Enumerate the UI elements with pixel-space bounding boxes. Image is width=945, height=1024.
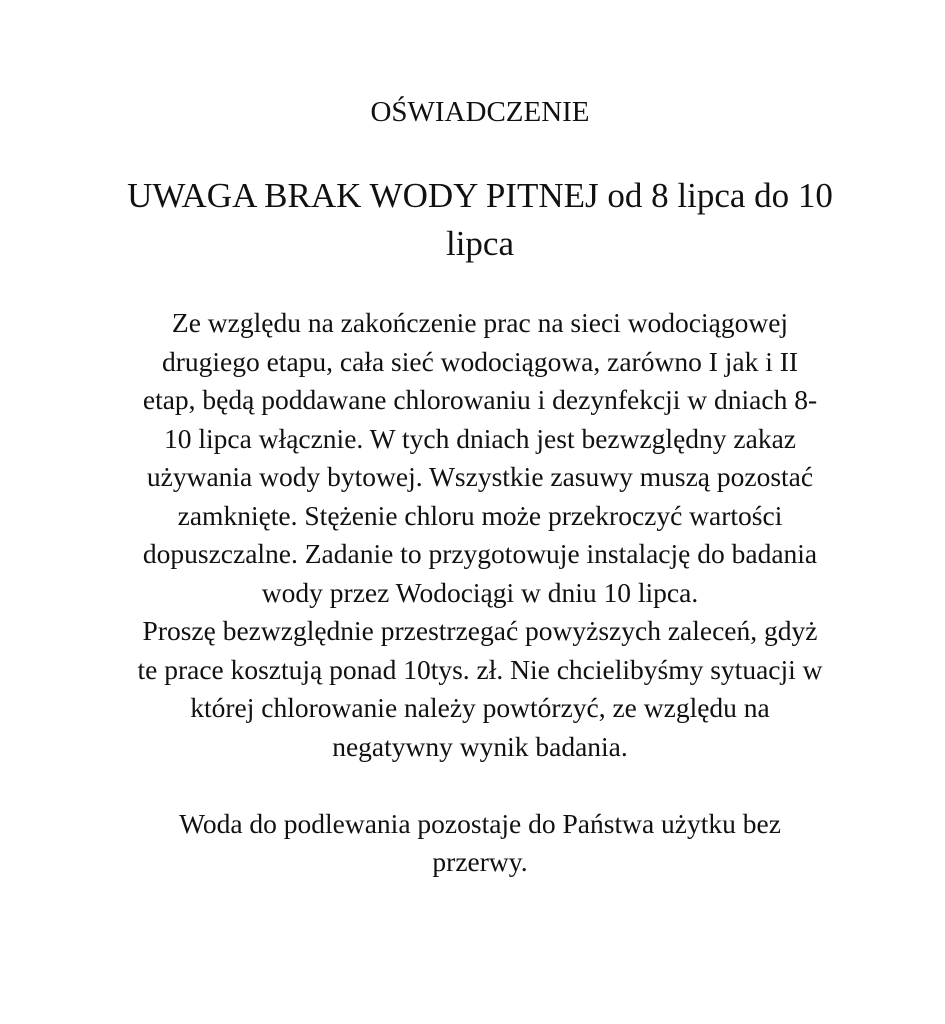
body-line: Woda do podlewania pozostaje do Państwa użytku bez — [179, 807, 781, 839]
document-title — [60, 172, 900, 268]
document-heading: OŚWIADCZENIE — [370, 96, 590, 128]
body-line: etap, będą poddawane chlorowaniu i dezynfekcji w dniach 8- — [142, 384, 818, 415]
document-body — [60, 304, 900, 882]
body-line: używania wody bytowej. Wszystkie zasuwy muszą pozostać — [146, 461, 814, 492]
paragraph-garden-water — [60, 805, 900, 882]
body-line: te prace kosztują ponad 10tys. zł. Nie chcielibyśmy sytuacji w — [137, 653, 823, 685]
paragraph-request — [60, 612, 900, 766]
body-line: wody przez Wodociągi w dniu 10 lipca. — [261, 576, 699, 608]
body-line: drugiego etapu, cała sieć wodociągowa, zarówno I jak i II — [161, 345, 799, 377]
paragraph-spacer — [60, 766, 900, 805]
paragraph-closure-notice — [60, 304, 900, 612]
body-line: dopuszczalne. Zadanie to przygotowuje instalację do badania — [142, 538, 818, 569]
body-line: Proszę bezwzględnie przestrzegać powyższych zaleceń, gdyż — [142, 615, 818, 646]
body-line: której chlorowanie należy powtórzyć, ze względu na — [190, 692, 770, 723]
body-line: negatywny wynik badania. — [332, 730, 628, 762]
title-line: lipca — [445, 224, 515, 263]
body-line: przerwy. — [432, 846, 528, 877]
body-line: 10 lipca włącznie. W tych dniach jest bezwzględny zakaz — [164, 422, 796, 454]
body-line: zamknięte. Stężenie chloru może przekroczyć wartości — [177, 499, 783, 531]
title-line: UWAGA BRAK WODY PITNEJ od 8 lipca do 10 — [127, 176, 833, 215]
body-line: Ze względu na zakończenie prac na sieci wodociągowej — [171, 307, 789, 338]
